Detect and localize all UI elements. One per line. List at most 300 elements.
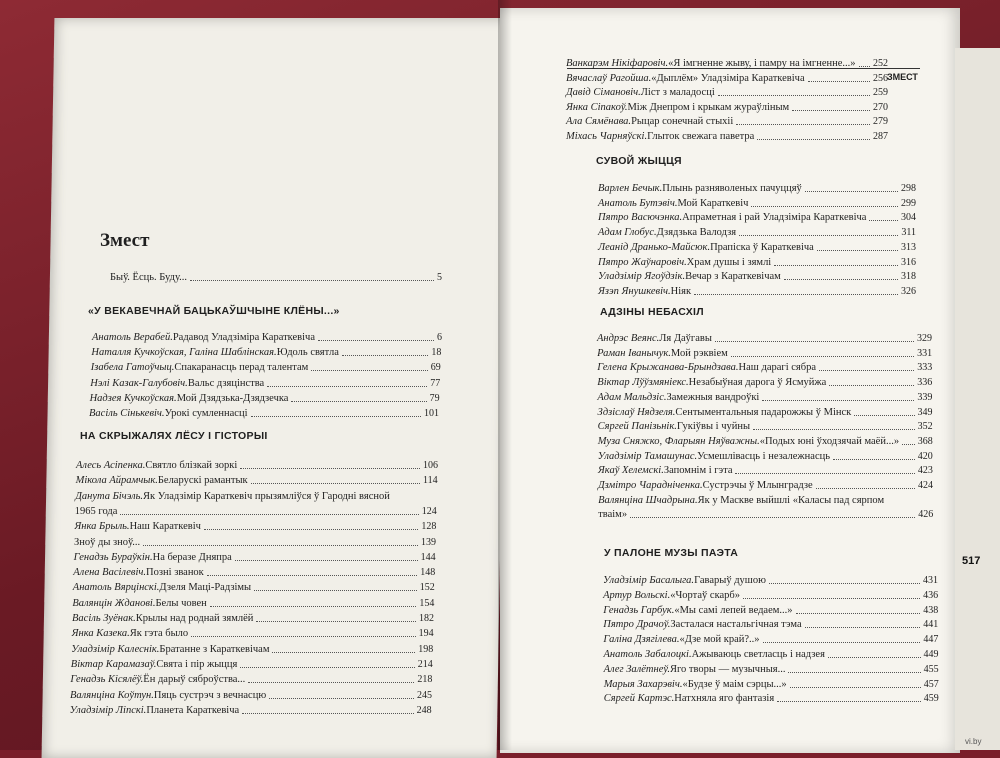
- toc-entry: [598, 198, 916, 210]
- entry-author: Алесь Асіпенка.: [76, 460, 146, 471]
- entry-title: Планета Караткевіча: [146, 704, 240, 716]
- book-gutter: [498, 0, 512, 750]
- entry-author: Валянціна Шчадрына.: [598, 494, 698, 506]
- toc-entry: [75, 506, 437, 518]
- entry-page: 270: [873, 101, 888, 113]
- toc-entry: [74, 537, 436, 549]
- entry-author: Здзіслаў Нядзеля.: [597, 406, 676, 418]
- entry-page: 318: [901, 271, 916, 283]
- entry-title: Апраметная і рай Уладзіміра Караткевіча: [682, 212, 867, 224]
- toc-entry: [598, 465, 933, 477]
- toc-entry: [566, 87, 888, 99]
- dot-leader: [774, 265, 898, 266]
- entry-title: Урокі сумленнасці: [164, 408, 248, 419]
- entry-title: Святло блізкай зоркі: [145, 460, 238, 471]
- entry-title: Спакаранасць перад талентам: [174, 362, 309, 374]
- entry-page: 449: [923, 649, 939, 660]
- dot-leader: [751, 206, 898, 207]
- entry-page: 198: [418, 643, 434, 655]
- entry-page: 154: [419, 597, 435, 609]
- entry-page: 431: [923, 575, 938, 586]
- entry-author: Сяргей Панізьнік.: [597, 421, 677, 433]
- entry-title: Мой Караткевіч: [677, 197, 749, 209]
- entry-author: Валянціна Коўтун.: [70, 689, 154, 701]
- entry-page: 352: [917, 421, 933, 433]
- toc-entry: [92, 332, 442, 344]
- dot-leader: [828, 657, 921, 658]
- toc-entry: [71, 659, 433, 671]
- entry-page: 106: [423, 460, 438, 471]
- toc-entry: [604, 649, 939, 661]
- dot-leader: [859, 66, 870, 67]
- entry-title: Мой Дзядзька-Дзядзечка: [176, 392, 289, 404]
- dot-leader: [210, 606, 417, 607]
- entry-title: Як гэта было: [129, 628, 189, 640]
- entry-author: Алег Залётнеў.: [603, 663, 670, 675]
- entry-page: 218: [417, 674, 433, 686]
- dot-leader: [817, 250, 898, 251]
- dot-leader: [240, 468, 420, 469]
- entry-page: 368: [917, 435, 933, 447]
- entry-title: Ліст з маладосці: [640, 87, 715, 99]
- entry-author: Марыя Захарэвіч.: [603, 678, 683, 690]
- section-heading-2: НА СКРЫЖАЛЯХ ЛЁСУ І ГІСТОРЫІ: [80, 430, 268, 442]
- dot-leader: [240, 667, 414, 668]
- entry-title: Ажываюць светласць і надзея: [691, 649, 825, 660]
- entry-title: Белы човен: [155, 597, 207, 609]
- entry-page: 124: [421, 505, 437, 517]
- dot-leader: [715, 341, 914, 342]
- entry-title: «Дзе мой край?..»: [679, 634, 760, 646]
- section-heading-1: «У ВЕКАВЕЧНАЙ БАЦЬКАЎШЧЫНЕ КЛЁНЫ...»: [88, 305, 340, 317]
- entry-page: 6: [437, 332, 442, 343]
- entry-page: 248: [416, 704, 432, 716]
- dot-leader: [805, 627, 921, 628]
- dot-leader: [736, 124, 870, 125]
- entry-page: 128: [421, 521, 437, 533]
- entry-author: Васіль Сінькевіч.: [89, 408, 165, 419]
- entry-author: Пятро Жаўнаровіч.: [598, 256, 687, 268]
- entry-title: Замежныя вандроўкі: [666, 391, 760, 403]
- entry-title: Незабыўная дарога ў Ясмуйжа: [688, 377, 827, 389]
- dot-leader: [235, 560, 418, 561]
- toc-entry: [76, 460, 438, 472]
- entry-author: Генадзь Кісялёў.: [70, 674, 144, 686]
- entry-page: 252: [873, 58, 888, 69]
- entry-page: 299: [901, 197, 916, 209]
- toc-entry: [598, 227, 916, 239]
- entry-title: На беразе Дняпра: [152, 551, 232, 563]
- entry-title: Як Уладзімір Караткевіч прызямліўся ў Гародні вясной: [143, 490, 390, 502]
- entry-author: Ванкарэм Нікіфаровіч.: [566, 58, 669, 69]
- entry-author: Адам Мальдзіс.: [597, 391, 667, 403]
- entry-author: Адам Глобус.: [598, 227, 657, 239]
- entry-page: 455: [923, 663, 939, 675]
- toc-entry: [598, 271, 916, 283]
- entry-page: 423: [917, 465, 933, 477]
- toc-entry: [604, 679, 939, 691]
- entry-title: Храм душы і зямлі: [686, 256, 772, 268]
- toc-entry: [70, 674, 432, 686]
- entry-author: Уладзімір Тамашунас.: [597, 450, 698, 462]
- dot-leader: [788, 672, 920, 673]
- toc-entry: [598, 286, 916, 298]
- toc-entry: [604, 664, 939, 676]
- entry-page: 148: [420, 567, 436, 579]
- entry-author: Якаў Хелемскі.: [597, 465, 664, 477]
- entry-page: 79: [429, 392, 440, 404]
- toc-entry: [91, 347, 441, 359]
- toc-entry: [603, 590, 938, 602]
- entry-author: Наталля Кучкоўская, Галіна Шаблінская.: [91, 347, 277, 359]
- entry-title: Яго творы — музычныя...: [670, 663, 786, 675]
- toc-entry: [598, 212, 916, 224]
- entry-author: Дзмітро Чарадніченка.: [598, 480, 703, 491]
- entry-page: 349: [917, 406, 933, 418]
- dot-leader: [731, 356, 914, 357]
- entry-author: Артур Вольскі.: [603, 589, 671, 601]
- entry-page: 426: [918, 509, 934, 521]
- entry-page: 304: [901, 212, 916, 224]
- dot-leader: [272, 652, 415, 653]
- entry-author: Сяргей Картэс.: [603, 693, 675, 705]
- entry-title: Братанне з Караткевічам: [159, 643, 270, 655]
- toc-entry: [90, 378, 440, 390]
- dot-leader: [777, 701, 921, 702]
- dot-leader: [311, 370, 428, 371]
- entry-author: Надзея Кучкоўская.: [89, 392, 177, 404]
- dot-leader: [256, 621, 416, 622]
- toc-entry: [566, 102, 888, 114]
- entry-page: 339: [917, 391, 933, 403]
- dot-leader: [630, 517, 915, 518]
- entry-page: 256: [873, 72, 888, 84]
- entry-title: Юдоль святла: [276, 347, 339, 359]
- entry-page: 194: [418, 628, 434, 640]
- entry-page: 336: [917, 377, 933, 389]
- entry-page: 424: [918, 480, 933, 491]
- toc-entry: [603, 634, 938, 646]
- entry-page: 214: [417, 658, 433, 670]
- toc-entry: [89, 408, 439, 420]
- entry-page: 245: [417, 689, 432, 701]
- entry-author: Міхась Чарняўскі.: [566, 131, 648, 142]
- entry-page: 279: [873, 116, 888, 128]
- entry-page: 101: [424, 408, 439, 419]
- toc-entry: [598, 183, 916, 195]
- entry-page: 438: [923, 604, 939, 616]
- entry-title: Рыцар сонечнай стыхіі: [631, 116, 734, 128]
- dot-leader: [254, 590, 417, 591]
- entry-page: 18: [431, 347, 442, 359]
- toc-entry: [604, 693, 939, 705]
- entry-author: Уладзімір Басалыга.: [603, 575, 695, 586]
- dot-leader: [829, 385, 914, 386]
- dot-leader: [267, 386, 427, 387]
- watermark: vi.by: [965, 737, 982, 746]
- dot-leader: [769, 583, 920, 584]
- toc-entry: [598, 242, 916, 254]
- toc-entry: [598, 451, 933, 463]
- toc-entry: [603, 575, 938, 587]
- entry-title: Вальс дзяцінства: [187, 377, 265, 389]
- dot-leader: [743, 598, 920, 599]
- entry-title: Сентыментальныя падарожжы ў Мінск: [675, 406, 852, 418]
- entry-title: «Мы самі лепей ведаем...»: [674, 604, 793, 616]
- dot-leader: [739, 235, 898, 236]
- dot-leader: [753, 429, 915, 430]
- dot-leader: [143, 545, 418, 546]
- entry-title: Мой рэквіем: [670, 347, 728, 359]
- entry-title: Свята і пір жыцця: [156, 658, 238, 670]
- entry-title: Гаварыў душою: [694, 575, 766, 586]
- entry-author: Генадзь Гарбук.: [603, 604, 675, 616]
- entry-author: Ізабела Гатоўчыц.: [90, 362, 175, 374]
- entry-author: Анатоль Вярцінскі.: [72, 582, 160, 594]
- dot-leader: [833, 459, 915, 460]
- entry-author: Віктар Лўўзмяніекс.: [597, 377, 689, 389]
- entry-author: Анатоль Бутэвіч.: [598, 197, 678, 209]
- toc-entry: [566, 58, 888, 70]
- entry-author: Давід Сімановіч.: [566, 87, 641, 99]
- toc-entry: [566, 73, 888, 85]
- entry-author: Мікола Айрамчык.: [75, 475, 158, 487]
- entry-title: Ён дарыў сяброўства...: [143, 674, 246, 686]
- toc-entry: [74, 521, 436, 533]
- entry-page: 457: [923, 678, 939, 690]
- entry-author: Галіна Дзягілева.: [603, 634, 680, 646]
- entry-title: Дзядзька Валодзя: [656, 227, 737, 239]
- toc-entry: [566, 131, 888, 143]
- dot-leader: [762, 400, 914, 401]
- toc-entry: [71, 644, 433, 656]
- next-page-edge: [955, 48, 1000, 750]
- entry-page: 69: [430, 362, 441, 374]
- entry-author: Пятро Драчоў.: [603, 619, 671, 631]
- entry-author: Віктар Карамазаў.: [70, 658, 157, 670]
- entry-page: 447: [923, 634, 939, 646]
- toc-entry: [72, 598, 434, 610]
- entry-author: Леанід Дранько-Майсюк.: [598, 241, 711, 253]
- entry-author: Анатоль Верабей.: [92, 332, 173, 343]
- entry-title: Як у Маскве выйшлі «Каласы пад сярпом: [697, 494, 885, 506]
- entry-page: 441: [923, 619, 939, 631]
- dot-leader: [204, 529, 418, 530]
- dot-leader: [120, 514, 418, 515]
- entry-title: Крылы над роднай зямлёй: [135, 613, 254, 624]
- toc-entry: [70, 690, 432, 702]
- dot-leader: [291, 401, 426, 402]
- toc-entry: [597, 392, 932, 404]
- entry-author: Янка Брыль.: [74, 521, 130, 533]
- dot-leader: [718, 95, 870, 96]
- entry-page: 420: [917, 450, 933, 462]
- entry-author: Андрэс Веянс.: [597, 333, 660, 344]
- entry-page: 459: [923, 693, 939, 705]
- dot-leader: [342, 355, 429, 356]
- entry-author: Янка Сіпакоў.: [566, 101, 628, 113]
- entry-author: Пятро Васючэнка.: [598, 212, 683, 224]
- entry-page: 311: [901, 227, 916, 239]
- entry-title: Вечар з Караткевічам: [685, 271, 781, 283]
- entry-author: Раман Іванычук.: [597, 347, 671, 359]
- entry-page: 182: [419, 613, 434, 624]
- entry-author: Варлен Бечык.: [598, 183, 663, 194]
- dot-leader: [796, 613, 921, 614]
- toc-entry: [73, 567, 435, 579]
- dot-leader: [251, 483, 420, 484]
- toc-entry: [90, 393, 440, 405]
- dot-leader: [854, 415, 914, 416]
- dot-leader: [269, 698, 414, 699]
- toc-entry: [597, 377, 932, 389]
- entry-title: Прапіска ў Караткевіча: [710, 241, 814, 253]
- entry-author: Вячаслаў Рагойша.: [566, 72, 652, 84]
- toc-entry: [91, 362, 441, 374]
- entry-title: Быў. Ёсць. Буду...: [110, 272, 188, 283]
- toc-entry: [598, 436, 933, 448]
- toc-entry: [598, 480, 933, 492]
- entry-title: Дзеля Маці-Радзімы: [159, 582, 252, 594]
- dot-leader: [763, 642, 921, 643]
- entry-page: 287: [873, 131, 888, 142]
- entry-title: «Дыплём» Уладзіміра Караткевіча: [651, 72, 805, 84]
- dot-leader: [251, 416, 422, 417]
- toc-entry: [75, 491, 437, 503]
- entry-page: 77: [430, 377, 441, 389]
- toc-entry: [566, 116, 888, 128]
- running-header: ЗМЕСТ: [887, 72, 918, 82]
- entry-page: 333: [917, 362, 933, 374]
- entry-author: Генадзь Бураўкін.: [73, 551, 153, 563]
- page-number: 517: [962, 555, 981, 567]
- entry-page: 331: [917, 347, 933, 359]
- entry-author: Муза Сняжко, Фларыян Няўважны.: [597, 435, 760, 447]
- entry-title: Позні званок: [146, 567, 204, 579]
- entry-title: «Подых юні ўходзячай маёй...»: [759, 435, 900, 447]
- dot-leader: [191, 636, 415, 637]
- entry-title: Гукіўвы і чуйны: [676, 421, 751, 433]
- entry-title: тваім»: [598, 509, 628, 521]
- entry-author: Язэп Янушкевіч.: [598, 285, 671, 297]
- entry-title: Наш Караткевіч: [129, 521, 201, 533]
- toc-entry: [72, 613, 434, 625]
- entry-title: Усмешлівасць і незалежнасць: [697, 450, 831, 462]
- entry-author: Гелена Крыжанава-Брындзава.: [597, 362, 739, 374]
- entry-title: Натхняла яго фантазія: [674, 693, 775, 705]
- entry-author: Данута Бічэль.: [75, 490, 144, 502]
- entry-title: «Чортаў скарб»: [670, 589, 741, 601]
- entry-title: Запомнім і гэта: [663, 465, 733, 477]
- dot-leader: [190, 280, 434, 281]
- entry-title: Ніяк: [670, 285, 692, 297]
- intro-entry: [110, 272, 442, 284]
- toc-entry: [597, 333, 932, 345]
- toc-entry: [70, 705, 432, 717]
- section-heading-4: АДЗІНЫ НЕБАСХІЛ: [600, 306, 704, 318]
- toc-entry: [603, 605, 938, 617]
- dot-leader: [805, 191, 898, 192]
- entry-page: 298: [901, 183, 916, 194]
- entry-page: 144: [420, 551, 436, 563]
- entry-page: 139: [421, 536, 436, 548]
- entry-page: 316: [901, 256, 916, 268]
- entry-title: Беларускі рамантык: [157, 475, 248, 487]
- entry-page: 114: [422, 475, 438, 487]
- entry-author: Уладзімір Ліпскі.: [69, 704, 147, 716]
- toc-entry: [74, 552, 436, 564]
- entry-author: Янка Казека.: [71, 628, 130, 640]
- dot-leader: [790, 687, 921, 688]
- dot-leader: [318, 340, 434, 341]
- entry-title: Плынь разняволеных пачуццяў: [662, 183, 802, 194]
- entry-author: Васіль Зуёнак.: [72, 613, 136, 624]
- toc-entry: [598, 421, 933, 433]
- entry-title: Зноў ды зноў...: [74, 536, 141, 548]
- page-title: Змест: [100, 230, 150, 251]
- entry-author: Уладзімір Ягоўдзік.: [598, 271, 686, 283]
- dot-leader: [902, 444, 915, 445]
- entry-title: Сустрэчы ў Млынградзе: [702, 480, 813, 491]
- entry-title: Наш дарагі сябра: [738, 362, 816, 374]
- entry-title: «Я імгненне жыву, і памру на імгненне...»: [668, 58, 856, 69]
- entry-title: 1965 года: [74, 505, 118, 517]
- entry-title: Глыток свежага паветра: [647, 131, 755, 142]
- dot-leader: [808, 81, 870, 82]
- dot-leader: [819, 370, 914, 371]
- entry-title: Радавод Уладзіміра Караткевіча: [172, 332, 315, 343]
- dot-leader: [207, 575, 417, 576]
- toc-entry: [597, 348, 932, 360]
- dot-leader: [792, 110, 870, 111]
- dot-leader: [816, 488, 915, 489]
- entry-author: Анатоль Забалоцкі.: [603, 649, 692, 660]
- dot-leader: [694, 294, 898, 295]
- entry-page: 259: [873, 87, 888, 99]
- dot-leader: [757, 139, 870, 140]
- entry-author: Нэлі Казак-Галубовіч.: [90, 377, 188, 389]
- dot-leader: [242, 713, 413, 714]
- entry-title: Засталася настальгічная тэма: [670, 619, 802, 631]
- dot-leader: [784, 279, 898, 280]
- dot-leader: [735, 473, 914, 474]
- entry-title: Пяць сустрэч з вечнасцю: [153, 689, 267, 701]
- entry-page: 152: [419, 582, 435, 594]
- entry-title: Між Днепром і крыкам жураўліным: [627, 101, 790, 113]
- toc-entry: [598, 257, 916, 269]
- toc-entry: [597, 362, 932, 374]
- entry-author: Валянцін Жданові.: [72, 597, 156, 609]
- dot-leader: [869, 220, 898, 221]
- entry-author: Уладзімір Калеснік.: [71, 643, 160, 655]
- entry-title: «Будзе ў маім сэрцы...»: [682, 678, 787, 690]
- section-heading-5: У ПАЛОНЕ МУЗЫ ПАЭТА: [604, 547, 739, 559]
- entry-page: 326: [901, 285, 916, 297]
- dot-leader: [248, 682, 414, 683]
- toc-entry: [598, 509, 933, 521]
- entry-page: 329: [917, 333, 932, 344]
- toc-entry: [73, 582, 435, 594]
- toc-entry: [72, 628, 434, 640]
- entry-page: 436: [923, 589, 939, 601]
- toc-entry: [76, 475, 438, 487]
- toc-entry: [598, 495, 933, 507]
- entry-page: 313: [901, 241, 916, 253]
- section-heading-3: СУВОЙ ЖЫЦЦЯ: [596, 155, 682, 167]
- entry-page: 5: [437, 272, 442, 283]
- entry-author: Алена Васілевіч.: [73, 567, 147, 579]
- toc-entry: [603, 619, 938, 631]
